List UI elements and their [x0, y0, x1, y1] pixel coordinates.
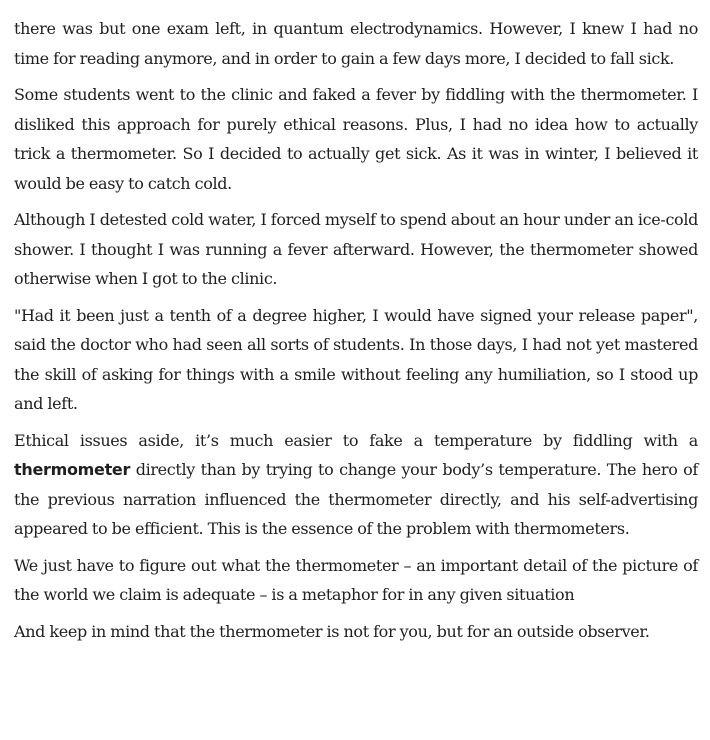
paragraph-outside-observer: And keep in mind that the thermometer is not for you, but for an outside observer. — [14, 621, 650, 641]
paragraph-exam-sick: there was but one exam left, in quantum electrodynamics. However, I knew I had no time for reading anymore, and in order to gain a few days more, I decided to fall sick. — [14, 19, 698, 68]
document-page — [14, 14, 698, 653]
bold-term-thermometer: thermometer — [14, 460, 131, 479]
paragraph-thermometer-essence — [14, 426, 698, 544]
paragraph-doctor-quote: "Had it been just a tenth of a degree higher, I would have signed your release paper", said the doctor who had seen all sorts of students. In those days, I had not yet mastered the skill of asking for things with a smile without feeling any humiliation, so I stood up and left. — [14, 305, 698, 413]
paragraph-metaphor: We just have to figure out what the thermometer – an important detail of the picture of the world we claim is adequate – is a metaphor for in any given situation — [14, 555, 698, 604]
paragraph-text-before: Ethical issues aside, it’s much easier to fake a temperature by fiddling with a — [14, 430, 698, 450]
paragraph-cold-shower: Although I detested cold water, I forced myself to spend about an hour under an ice-cold shower. I thought I was running a fever afterward. However, the thermometer showed otherwise when I got to the clinic. — [14, 210, 698, 288]
paragraph-text-after: directly than by trying to change your body’s temperature. The hero of the previous narration influenced the thermometer directly, and his self-advertising appeared to be efficient. This is the essence of the problem with thermometers. — [14, 460, 698, 538]
paragraph-fake-fever: Some students went to the clinic and faked a fever by fiddling with the thermometer. I disliked this approach for purely ethical reasons. Plus, I had no idea how to actually trick a thermometer. So I decided to actually get sick. As it was in winter, I believed it would be easy to catch cold. — [14, 85, 698, 193]
